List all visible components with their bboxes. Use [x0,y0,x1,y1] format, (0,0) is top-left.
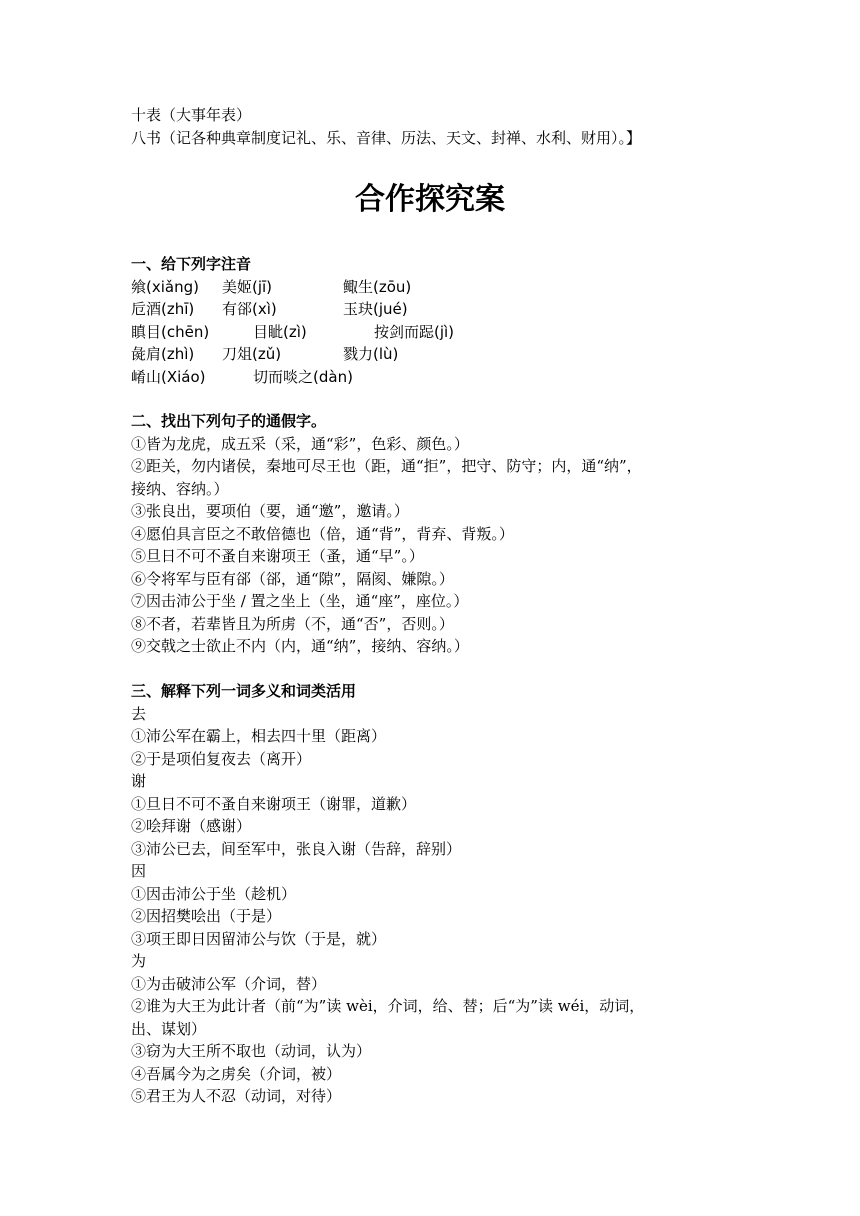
text-line: ②于是项伯复夜去（离开） [131,750,312,768]
pinyin-item: 玉玦(jué) [343,300,408,318]
pinyin-item: 刀俎(zǔ) [222,345,282,363]
text-line: ①沛公军在霸上，相去四十里（距离） [131,727,387,745]
pinyin-item: 戮力(lù) [343,345,399,363]
text-line: ⑧不者，若辈皆且为所虏（不，通“否”，否则。） [131,615,454,633]
keyword-label: 去 [131,705,147,723]
pinyin-item: 鲰生(zōu) [343,278,412,296]
text-line: ④吾属今为之虏矣（介词，被） [131,1065,342,1083]
pinyin-item: 美姬(jī) [222,278,273,296]
pinyin-item: 彘肩(zhì) [131,345,195,363]
text-line: ③张良出，要项伯（要，通“邀”，邀请。） [131,502,409,520]
text-line: ⑨交戟之士欲止不内（内，通“纳”，接纳、容纳。） [131,637,469,655]
intro-line-2: 八书（记各种典章制度记礼、乐、音律、历法、天文、封禅、水利、财用）。】 [131,129,642,147]
pinyin-item: 瞋目(chēn) [131,323,210,341]
keyword-label: 为 [131,952,147,970]
text-line: ②哙拜谢（感谢） [131,817,252,835]
pinyin-item: 崤山(Xiáo) [131,368,206,386]
section-1-heading: 一、给下列字注音 [131,255,252,273]
text-line: 接纳、容纳。） [131,480,229,498]
pinyin-item: 飨(xiǎng) [131,278,199,296]
pinyin-item: 有郤(xì) [222,300,277,318]
text-line: ⑦因击沛公于坐 / 置之坐上（坐，通“座”，座位。） [131,592,469,610]
pinyin-item: 按剑而跽(jì) [374,323,455,341]
pinyin-item: 卮酒(zhī) [131,300,195,318]
section-3-heading: 三、解释下列一词多义和词类活用 [131,682,357,700]
keyword-label: 因 [131,862,147,880]
text-line: ③沛公已去，间至军中，张良入谢（告辞，辞别） [131,840,462,858]
pinyin-item: 切而啖之(dàn) [253,368,353,386]
section-2-heading: 二、找出下列句子的通假字。 [131,412,327,430]
text-line: ④愿伯具言臣之不敢倍德也（倍，通“背”，背弃、背叛。） [131,525,514,543]
text-line: ⑤君王为人不忍（动词，对待） [131,1087,342,1105]
intro-line-1: 十表（大事年表） [131,106,252,124]
keyword-label: 谢 [131,772,147,790]
text-line: ①旦日不可不蚤自来谢项王（谢罪，道歉） [131,795,417,813]
text-line: ①为击破沛公军（介词，替） [131,975,327,993]
text-line: ①因击沛公于坐（趁机） [131,885,297,903]
text-line: ②距关，勿内诸侯，秦地可尽王也（距，通“拒”，把守、防守；内，通“纳”， [131,457,642,475]
text-line: ②因招樊哙出（于是） [131,907,282,925]
text-line: ③窃为大王所不取也（动词，认为） [131,1042,372,1060]
text-line: ①皆为龙虎，成五采（采，通“彩”，色彩、颜色。） [131,435,469,453]
page-title: 合作探究案 [355,182,505,217]
text-line: ⑥令将军与臣有郤（郤，通“隙”，隔阂、嫌隙。） [131,570,454,588]
text-line: ②谁为大王为此计者（前“为”读 wèi，介词，给、替；后“为”读 wéi，动词， [131,997,645,1015]
text-line: ③项王即日因留沛公与饮（于是，就） [131,930,387,948]
pinyin-item: 目眦(zì) [253,323,307,341]
text-line: ⑤旦日不可不蚤自来谢项王（蚤，通“早”。） [131,547,424,565]
text-line: 出、谋划） [131,1020,207,1038]
